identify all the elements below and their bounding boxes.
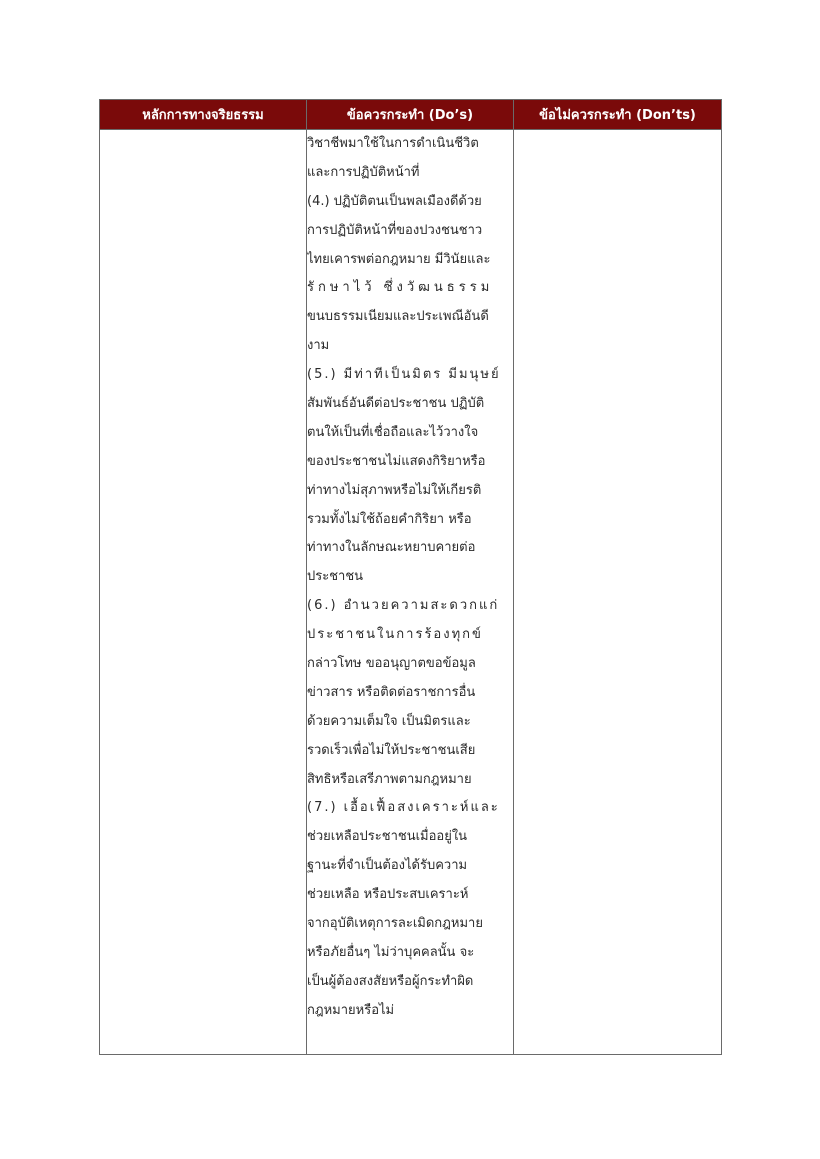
dos-line: กฎหมายหรือไม่	[307, 1002, 395, 1018]
dos-line: (5.) มีท่าทีเป็นมิตร มีมนุษย์	[307, 367, 501, 383]
dos-line: เป็นผู้ต้องสงสัยหรือผู้กระทำผิด	[307, 973, 474, 989]
dos-line: หรือภัยอื่นๆ ไม่ว่าบุคคลนั้น จะ	[307, 944, 475, 960]
dos-line: และการปฏิบัติหน้าที่	[307, 164, 420, 180]
dos-line: ตนให้เป็นที่เชื่อถือและไว้วางใจ	[307, 424, 479, 440]
dos-line: ด้วยความเต็มใจ เป็นมิตรและ	[307, 713, 471, 729]
dos-line: (7.) เอื้อเฟื้อสงเคราะห์และ	[307, 800, 500, 816]
dos-line: ขนบธรรมเนียมและประเพณีอันดี	[307, 309, 489, 325]
dos-line: ท่าทางไม่สุภาพหรือไม่ให้เกียรติ	[307, 482, 482, 498]
dos-line: ของประชาชนไม่แสดงกิริยาหรือ	[307, 453, 486, 469]
dos-line: จากอุบัติเหตุการละเมิดกฎหมาย	[307, 916, 483, 932]
dos-line: รวมทั้งไม่ใช้ถ้อยคำกิริยา หรือ	[307, 511, 472, 527]
dos-line: ฐานะที่จำเป็นต้องได้รับความ	[307, 858, 468, 874]
dos-line: การปฏิบัติหน้าที่ของปวงชนชาว	[307, 222, 483, 238]
dos-line: รวดเร็วเพื่อไม่ให้ประชาชนเสีย	[307, 742, 476, 758]
ethics-table	[99, 99, 722, 1055]
dos-line: รักษาไว้ ซึ่งวัฒนธรรม	[307, 280, 494, 296]
dos-line: ไทยเคารพต่อกฎหมาย มีวินัยและ	[307, 251, 491, 267]
dos-cell	[307, 130, 514, 1055]
header-ethical-principle: หลักการทางจริยธรรม	[100, 100, 307, 130]
dos-line: กล่าวโทษ ขออนุญาตขอข้อมูล	[307, 656, 476, 672]
dos-line: ข่าวสาร หรือติดต่อราชการอื่น	[307, 684, 476, 700]
dos-line: สัมพันธ์อันดีต่อประชาชน ปฏิบัติ	[307, 396, 485, 412]
dos-line: สิทธิหรือเสรีภาพตามกฎหมาย	[307, 771, 472, 787]
dos-line: ช่วยเหลือ หรือประสบเคราะห์	[307, 887, 469, 903]
header-dos: ข้อควรกระทำ (Do’s)	[307, 100, 514, 130]
dos-line: (6.) อำนวยความสะดวกแก่	[307, 598, 500, 614]
header-donts: ข้อไม่ควรกระทำ (Don’ts)	[514, 100, 722, 130]
dos-line: งาม	[307, 338, 330, 354]
principle-cell	[100, 130, 307, 1055]
table-header-row	[100, 100, 722, 130]
dos-line: วิชาชีพมาใช้ในการดำเนินชีวิต	[307, 136, 479, 151]
dos-line: ประชาชน	[307, 569, 364, 585]
dos-line: ประชาชนในการร้องทุกข์	[307, 627, 483, 643]
dos-line: (4.) ปฏิบัติตนเป็นพลเมืองดีด้วย	[307, 193, 482, 209]
dos-line: ท่าทางในลักษณะหยาบคายต่อ	[307, 540, 476, 556]
dos-line: ช่วยเหลือประชาชนเมื่ออยู่ใน	[307, 829, 468, 845]
donts-cell	[514, 130, 722, 1055]
table-row	[100, 130, 722, 1055]
